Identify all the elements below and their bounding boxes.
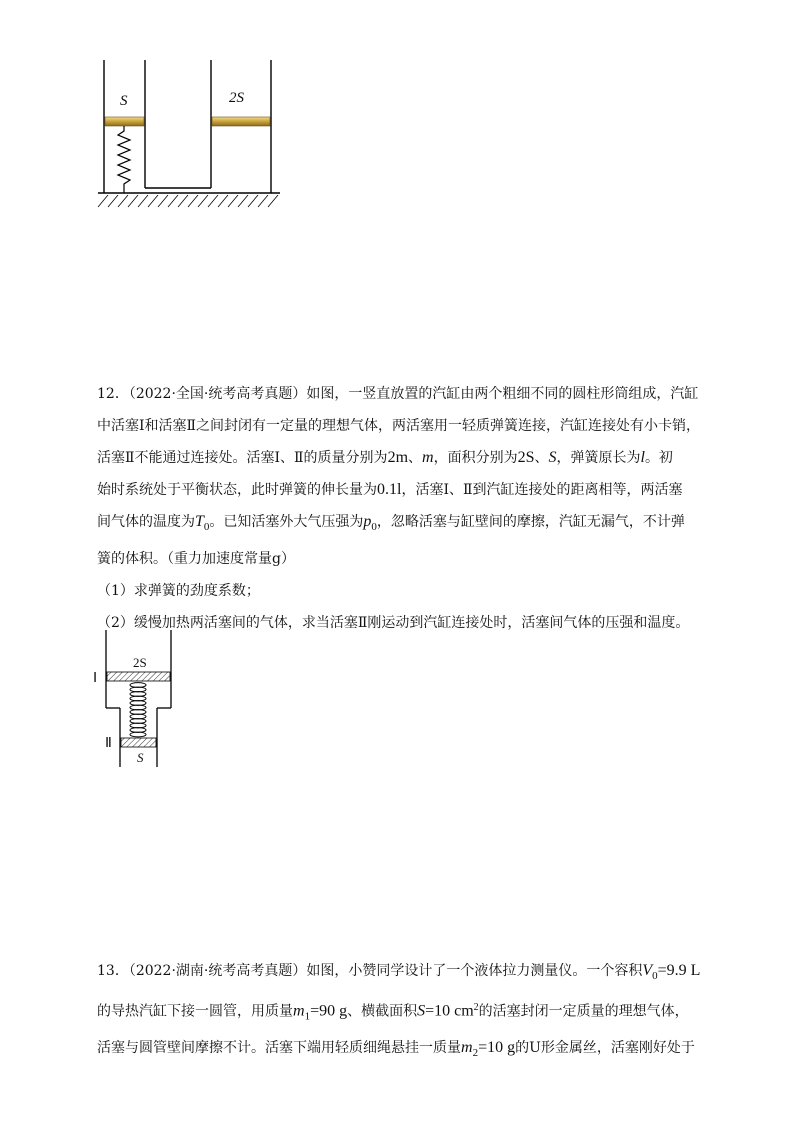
q13-mass1-value: =90 g: [310, 1002, 348, 1020]
figure2-label-s: S: [137, 750, 144, 765]
q12-sub2: （2）缓慢加热两活塞间的气体，求当活塞Ⅱ刚运动到汽缸连接处时，活塞间气体的压强和温度。: [97, 614, 690, 631]
q12-sub1: （1）求弹簧的劲度系数；: [97, 582, 260, 599]
question-12: [97, 378, 737, 639]
q13-text: 、横截面积: [347, 1003, 418, 1020]
figure1-label-s: S: [120, 93, 128, 109]
q12-area-2s: 2S: [517, 449, 535, 466]
q13-text: 活塞与圆管壁间摩擦不计。活塞下端用轻质细绳悬挂一质量: [97, 1040, 461, 1057]
q12-text: 、: [408, 450, 423, 466]
q13-volume-sub: 0: [652, 969, 658, 982]
q12-text: ，忽略活塞与缸壁间的摩擦，汽缸无漏气，不计弹: [376, 514, 685, 530]
q12-mass-m: m: [422, 449, 434, 466]
q12-line1: 12．（2022·全国·统考高考真题）如图，一竖直放置的汽缸由两个粗细不同的圆柱形筒组成，汽缸: [97, 386, 699, 402]
piston-1: [107, 672, 170, 681]
q13-volume-value: =9.9 L: [657, 962, 701, 979]
q13-area-sup: 2: [473, 1001, 479, 1013]
piston-2: [121, 738, 156, 747]
q12-temp-sub: 0: [203, 520, 210, 533]
q13-area-value: =10 cm: [425, 1002, 474, 1020]
q12-text: 、: [534, 450, 549, 466]
q13-area-s: S: [417, 1002, 426, 1020]
q13-mass2-value: =10 g: [478, 1039, 516, 1057]
right-piston: [212, 117, 270, 126]
q13-line1: [97, 955, 737, 992]
q12-text: 。已知活塞外大气压强为: [209, 514, 364, 530]
q13-mass1-sub: 1: [304, 1010, 311, 1023]
q13-mass1-m: m: [293, 1002, 305, 1020]
figure2-label-2s: 2S: [133, 655, 147, 670]
q12-area-s: S: [548, 449, 557, 466]
q12-text: ，面积分别为: [433, 450, 518, 466]
q12-pressure-sub: 0: [371, 520, 377, 533]
q12-line4: [97, 474, 737, 506]
q13-mass2-m: m: [461, 1039, 473, 1057]
q12-extension: 0.1l: [377, 481, 402, 498]
q12-mass-2m: 2m: [387, 449, 409, 466]
figure-u-tube: [90, 55, 290, 215]
spring: [118, 126, 130, 193]
q13-text: 的U形金属丝，活塞刚好处于: [515, 1040, 695, 1057]
q13-volume-v: V: [642, 962, 653, 979]
q12-text: 间气体的温度为: [97, 514, 195, 530]
q13-line2: [97, 992, 737, 1032]
figure2-label-I: Ⅰ: [93, 671, 98, 686]
q13-text: 13．（2022·湖南·统考高考真题）如图，小赞同学设计了一个液体拉力测量仪。一个容积: [97, 963, 643, 979]
q13-text: 的活塞封闭一定质量的理想气体，: [478, 1003, 689, 1020]
q12-text: 始时系统处于平衡状态，此时弹簧的伸长量为: [97, 482, 377, 498]
q12-temp-t: T: [195, 513, 204, 530]
q12-text: 。初: [644, 450, 673, 466]
q12-line3: [97, 442, 737, 474]
figure2-label-II: Ⅱ: [105, 736, 112, 751]
q13-line3: [97, 1032, 737, 1069]
figure1-label-2s: 2S: [229, 90, 244, 106]
q13-mass2-sub: 2: [472, 1047, 479, 1060]
q12-length-l: l: [640, 449, 645, 466]
q13-text: 的导热汽缸下接一圆管，用质量: [97, 1003, 293, 1020]
q12-text: ，活塞Ⅰ、Ⅱ到汽缸连接处的距离相等，两活塞: [401, 482, 683, 498]
question-13: [97, 955, 737, 1069]
q12-line6: 簧的体积。（重力加速度常量g）: [97, 550, 295, 567]
coil-spring: [130, 683, 146, 737]
q12-line5: [97, 506, 737, 543]
left-piston: [105, 117, 144, 126]
q12-line2: 中活塞Ⅰ和活塞Ⅱ之间封闭有一定量的理想气体，两活塞用一轻质弹簧连接，汽缸连接处有小卡销，: [97, 418, 701, 434]
q12-text: 活塞Ⅱ不能通过连接处。活塞Ⅰ、Ⅱ的质量分别为: [97, 450, 388, 466]
q12-pressure-p: p: [363, 513, 372, 530]
q12-text: ，弹簧原长为: [556, 450, 641, 466]
